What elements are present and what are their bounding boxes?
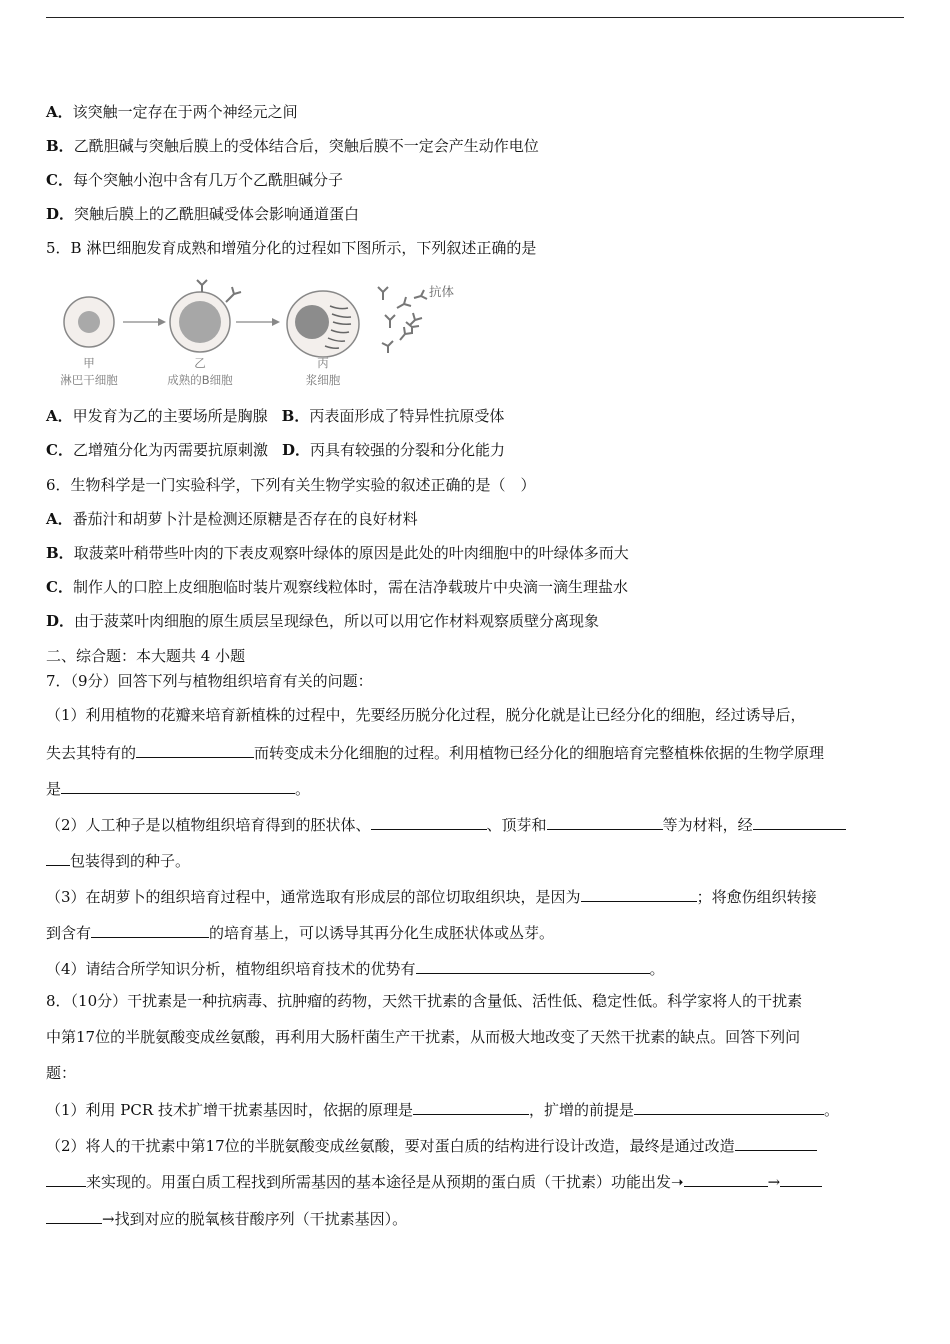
option-text: 制作人的口腔上皮细胞临时装片观察线粒体时，需在洁净载玻片中央滴一滴生理盐水 (72, 578, 628, 596)
q7-part3-line1: （3）在胡萝卜的组织培育过程中，通常选取有形成层的部位切取组织块，是因为 ；将愈伤组织转接 (46, 885, 817, 907)
q8-line1: 8．（10分）干扰素是一种抗病毒、抗肿瘤的药物，天然干扰素的含量低、活性低、稳定性低。科学家将人的干扰素 (46, 992, 803, 1010)
option-text: 乙酰胆碱与突触后膜上的受体结合后，突触后膜不一定会产生动作电位 (73, 137, 539, 155)
header-rule (46, 17, 904, 18)
cell3-name: 丙 (317, 356, 329, 370)
option-text: 丙表面形成了特异性抗原受体 (309, 407, 505, 425)
question-text: B 淋巴细胞发育成熟和增殖分化的过程如下图所示，下列叙述正确的是 (70, 239, 537, 257)
answer-blank[interactable] (634, 1098, 824, 1115)
option-text: 该突触一定存在于两个神经元之间 (72, 103, 298, 121)
answer-blank[interactable] (46, 1170, 86, 1187)
q8-part2-line2: 来实现的。用蛋白质工程找到所需基因的基本途径是从预期的蛋白质（干扰素）功能出发➝ → (46, 1170, 822, 1192)
antibodies-icon (378, 287, 427, 353)
q4-option-d (46, 204, 359, 224)
answer-blank[interactable] (413, 1098, 529, 1115)
cell1-desc: 淋巴干细胞 (60, 373, 118, 387)
q6-option-b (46, 543, 629, 563)
option-letter: B． (46, 544, 74, 562)
answer-blank[interactable] (581, 885, 697, 902)
cell2-name: 乙 (194, 356, 206, 370)
option-letter: C． (46, 578, 73, 596)
q4-option-a (46, 102, 298, 122)
q8-part2-line3: →找到对应的脱氧核苷酸序列（干扰素基因）。 (46, 1207, 407, 1229)
q7-part4: （4）请结合所学知识分析，植物组织培育技术的优势有 。 (46, 957, 665, 979)
answer-blank[interactable] (46, 849, 70, 866)
q7-part2-line2: 包装得到的种子。 (46, 849, 190, 871)
option-text: 突触后膜上的乙酰胆碱受体会影响通道蛋白 (74, 205, 360, 223)
answer-blank[interactable] (753, 813, 846, 830)
answer-blank[interactable] (136, 741, 254, 758)
mature-b-cell (170, 280, 241, 352)
q8-line2: 中第17位的半胱氨酸变成丝氨酸，再利用大肠杆菌生产干扰素，从而极大地改变了天然干扰素的缺点。回答下列问 (46, 1028, 801, 1046)
q4-option-c (46, 170, 343, 190)
option-text: 乙增殖分化为丙需要抗原刺激 (72, 441, 268, 459)
option-letter: D． (281, 441, 310, 459)
q6-option-d (46, 611, 599, 631)
q6-stem (46, 475, 536, 495)
q5-stem (46, 238, 536, 258)
q6-option-c (46, 577, 628, 597)
answer-blank[interactable] (91, 921, 209, 938)
answer-blank[interactable] (416, 957, 650, 974)
option-letter: B． (46, 137, 74, 155)
option-letter: D． (46, 612, 75, 630)
cell1-name: 甲 (83, 356, 95, 370)
option-text: 取菠菜叶稍带些叶肉的下表皮观察叶绿体的原因是此处的叶肉细胞中的叶绿体多而大 (73, 544, 629, 562)
option-letter: A． (46, 407, 73, 425)
answer-blank[interactable] (61, 777, 295, 794)
answer-blank[interactable] (371, 813, 487, 830)
option-letter: C． (46, 171, 73, 189)
question-number: 5． (46, 239, 71, 257)
option-text: 番茄汁和胡萝卜汁是检测还原糖是否存在的良好材料 (72, 510, 418, 528)
plasma-cell (287, 291, 359, 357)
option-letter: A． (46, 510, 73, 528)
q4-option-b (46, 136, 539, 156)
q6-option-a (46, 509, 418, 529)
q7-part1-line3: 是 。 (46, 777, 310, 799)
lymphoid-stem-cell (64, 297, 114, 347)
option-text: 每个突触小泡中含有几万个乙酰胆碱分子 (72, 171, 343, 189)
q8-part1: （1）利用 PCR 技术扩增干扰素基因时，依据的原理是 ，扩增的前提是 。 (46, 1098, 839, 1120)
q7-heading: 7．（9分）回答下列与植物组织培育有关的问题： (46, 672, 373, 690)
q8-line3: 题： (46, 1064, 77, 1082)
cell2-desc: 成熟的B细胞 (167, 373, 233, 387)
answer-blank[interactable] (684, 1170, 768, 1187)
section-title: 二、综合题：本大题共 4 小题 (46, 647, 246, 665)
q7-part2-line1: （2）人工种子是以植物组织培育得到的胚状体、 、顶芽和 等为材料，经 (46, 813, 846, 835)
answer-blank[interactable] (547, 813, 663, 830)
b-cell-diagram (50, 278, 470, 394)
q5-options-ab (46, 406, 504, 426)
q7-part1-line1: （1）利用植物的花瓣来培育新植株的过程中，先要经历脱分化过程，脱分化就是让已经分化的细胞，经过诱导后， (46, 706, 806, 724)
option-letter: A． (46, 103, 73, 121)
antibody-label: 抗体 (429, 284, 455, 299)
q8-part2-line1: （2）将人的干扰素中第17位的半胱氨酸变成丝氨酸，要对蛋白质的结构进行设计改造，最终是通过改造 (46, 1134, 817, 1156)
question-text: 生物科学是一门实验科学，下列有关生物学实验的叙述正确的是（ ） (70, 476, 536, 494)
option-letter: C． (46, 441, 73, 459)
cell3-desc: 浆细胞 (305, 373, 341, 387)
q7-part1-line2: 失去其特有的 而转变成未分化细胞的过程。利用植物已经分化的细胞培育完整植株依据的生物学原理 (46, 741, 824, 763)
option-letter: D． (46, 205, 75, 223)
option-text: 甲发育为乙的主要场所是胸腺 (72, 407, 268, 425)
answer-blank[interactable] (780, 1170, 822, 1187)
answer-blank[interactable] (735, 1134, 817, 1151)
question-number: 6． (46, 476, 71, 494)
q7-part3-line2: 到含有 的培育基上，可以诱导其再分化生成胚状体或丛芽。 (46, 921, 554, 943)
answer-blank[interactable] (46, 1207, 102, 1224)
q5-options-cd (46, 440, 505, 460)
option-text: 丙具有较强的分裂和分化能力 (309, 441, 505, 459)
option-text: 由于菠菜叶肉细胞的原生质层呈现绿色，所以可以用它作材料观察质壁分离现象 (74, 612, 600, 630)
option-letter: B． (281, 407, 310, 425)
